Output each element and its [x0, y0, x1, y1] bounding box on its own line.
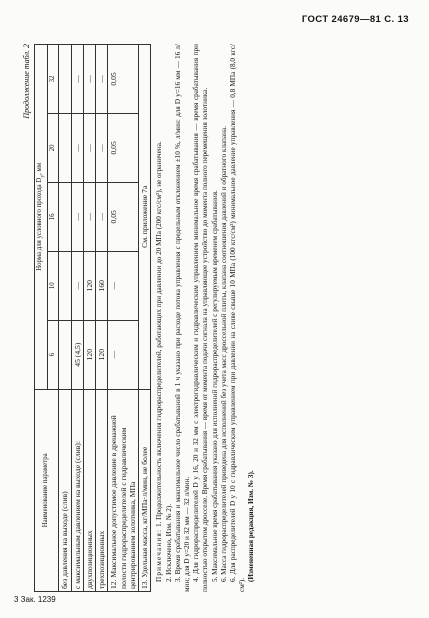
- param-cell: 12. Максимальное допустимое давление в дренажной полости гидрораспределителей с гидравлическим центрированием золотника, МПа: [108, 389, 139, 591]
- table-row: [83, 45, 95, 592]
- value-cell: [59, 113, 71, 182]
- note-item: 3. Время срабатывания и максимальное число срабатываний в 1 ч указано при расходе потока управления с предельным отклонением ±10 %, л/мин: для D у=16 мм — 16 л/мин; для D у=20 и 32 мм — 32 л/мин.: [173, 44, 191, 592]
- param-cell: без давления на выходе (слив): [59, 389, 71, 591]
- value-cell: 0,05: [108, 113, 139, 182]
- param-cell: трехпозиционных: [96, 389, 108, 591]
- value-cell: —: [71, 113, 83, 182]
- table-row: [59, 45, 71, 592]
- note-item: 2. Исключено, Изм. № 2).: [164, 503, 173, 582]
- table-continuation-label: Продолжение табл. 2: [22, 44, 31, 119]
- notes-title: Примечания:: [155, 528, 164, 582]
- table-body: [59, 45, 151, 592]
- value-cell: 120: [83, 320, 95, 389]
- param-cell: 13. Удельная масса, кг/МПа·л/мин, не более: [139, 389, 151, 591]
- param-cell: с максимальным давлением на выходе (слив):: [71, 389, 83, 591]
- param-cell: двухпозиционных: [83, 389, 95, 591]
- value-cell: —: [83, 113, 95, 182]
- value-cell: —: [108, 320, 139, 389]
- value-cell: —: [83, 45, 95, 114]
- page-header: ГОСТ 24679—81 С. 13: [301, 14, 409, 25]
- size-header-cell: 10: [48, 251, 59, 320]
- note-item: 5. Максимальное время срабатывания указано для исполнений гидрораспределителей с регулируемым временем срабатывания.: [210, 190, 219, 582]
- value-cell: —: [71, 45, 83, 114]
- value-cell: 45 (4,5): [71, 320, 83, 389]
- group-header: Норма для условного прохода $D_у$, мм: [34, 45, 47, 390]
- value-cell: —: [71, 182, 83, 251]
- rotated-table-page: [22, 44, 408, 592]
- value-cell: —: [96, 182, 108, 251]
- note-item: 1. Продолжительность включения гидрораспределителей, работающих при давлении до 20 МПа (200 кгс/см²), не ограничена.: [155, 141, 164, 527]
- note-item: (Измененная редакция, Изм. № 3).: [247, 470, 256, 582]
- value-cell: См. приложение 7а: [139, 45, 151, 390]
- notes-block: [155, 44, 256, 592]
- size-header-cell: 20: [48, 113, 59, 182]
- value-cell: —: [71, 251, 83, 320]
- specs-table: [34, 44, 152, 592]
- size-header-cell: 6: [48, 320, 59, 389]
- page-footer: 3 Зак. 1239: [14, 595, 56, 604]
- value-cell: —: [96, 45, 108, 114]
- value-cell: 0,05: [108, 182, 139, 251]
- value-cell: [59, 182, 71, 251]
- value-cell: [59, 251, 71, 320]
- value-cell: —: [108, 251, 139, 320]
- value-cell: [59, 45, 71, 114]
- value-cell: 0,05: [108, 45, 139, 114]
- value-cell: —: [83, 182, 95, 251]
- table-row: [96, 45, 108, 592]
- value-cell: 120: [83, 251, 95, 320]
- size-header-cell: 32: [48, 45, 59, 114]
- value-cell: 120: [96, 320, 108, 389]
- table-row: [139, 45, 151, 592]
- value-cell: 160: [96, 251, 108, 320]
- note-item: 6. Для распределителей D у 10 с гидравлическим управлением при давлении на сливе свыше 10 МПа (100 кгс/см²) минимальное давление управления — 0,8 МПа (8,0 кгс/см²).: [229, 44, 247, 592]
- value-cell: —: [96, 113, 108, 182]
- size-header-cell: 16: [48, 182, 59, 251]
- table-row: [71, 45, 83, 592]
- table-row: [108, 45, 139, 592]
- value-cell: [59, 320, 71, 389]
- param-header: Наименование параметра: [34, 389, 59, 591]
- note-item: 6. Масса гидрораспределителей приведена для исполнений без учета масс дроссельной плиты, клапана соотношения давлений и обратного клапана.: [219, 126, 228, 582]
- note-item: 4. Для гидрораспределителей D у 16, 20 и 32 мм с электрогидравлическим и гидравлическим управлением минимальное время срабатывания — время срабатывания при полностью открытом дросселе. Время срабатывания — время от момента подачи сигнала на управляющее устройство до момента полного перемещения золотника.: [192, 44, 210, 592]
